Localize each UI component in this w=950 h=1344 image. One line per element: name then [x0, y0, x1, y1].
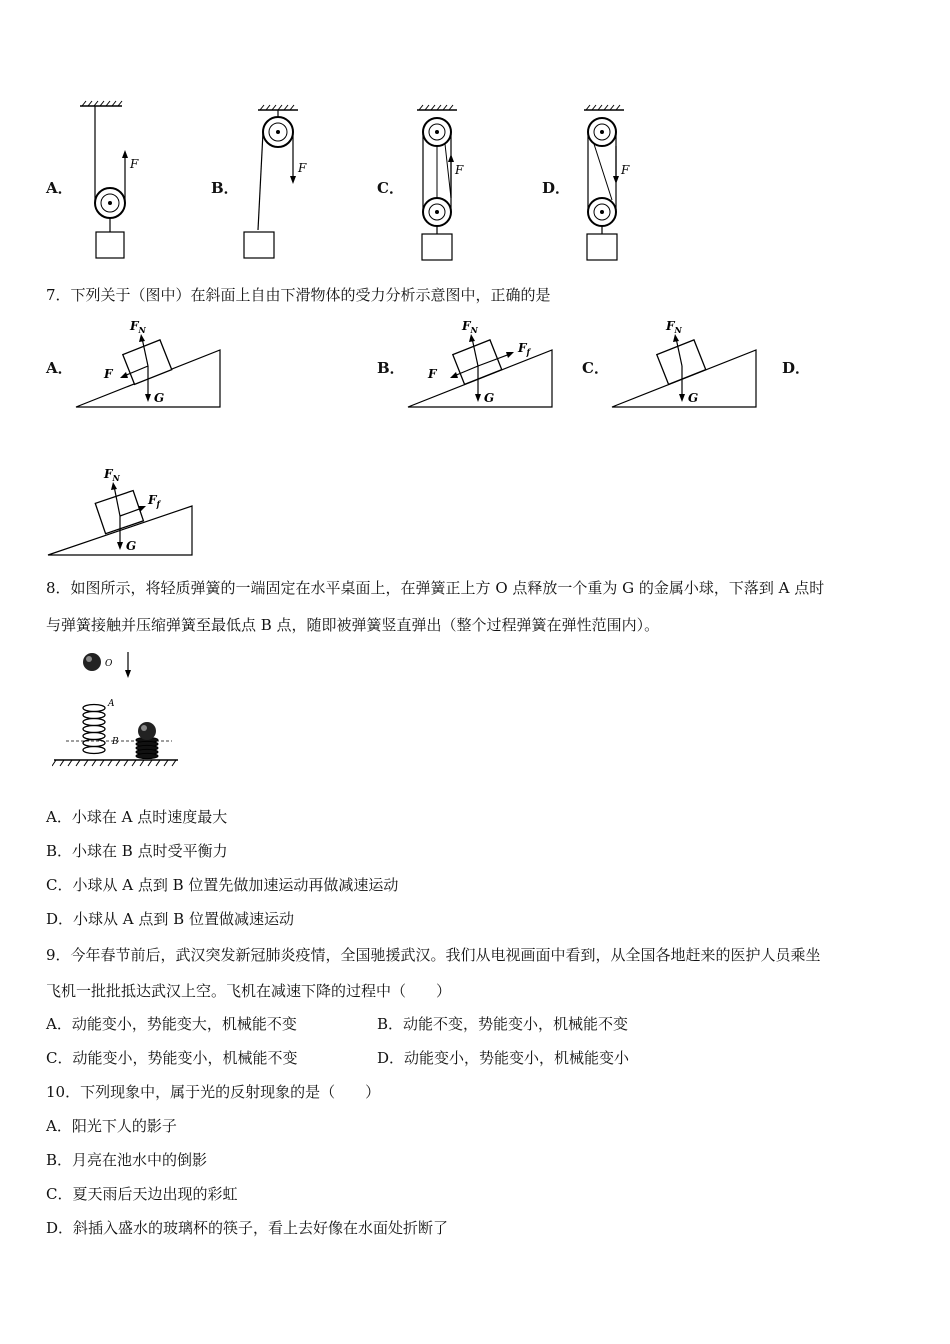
q6-force-label-a: F — [130, 157, 139, 171]
q10-option-d[interactable]: D．斜插入盛水的玻璃杯的筷子，看上去好像在水面处折断了 — [46, 1219, 449, 1237]
q7-d-fn-label: $F_N$ — [104, 467, 120, 483]
q6-weight-block-c — [422, 234, 452, 260]
q7-option-c-label: C． — [582, 359, 609, 377]
q6-option-a-label: A． — [46, 179, 73, 197]
q8-stem-line2: 与弹簧接触并压缩弹簧至最低点 B 点，随即被弹簧竖直弹出（整个过程弹簧在弹性范围内）。 — [46, 616, 660, 634]
q8-option-b[interactable]: B．小球在 B 点时受平衡力 — [46, 842, 228, 860]
q7-b-fn-label: $F_N$ — [462, 319, 478, 335]
q10-option-b[interactable]: B．月亮在池水中的倒影 — [46, 1151, 208, 1169]
q7-stem: 7．下列关于（图中）在斜面上自由下滑物体的受力分析示意图中，正确的是 — [46, 286, 551, 304]
q8-spring-diagram — [52, 648, 182, 772]
q6-pulley-diagram-b — [240, 102, 330, 262]
q8-label-b: B — [112, 737, 119, 747]
q7-incline-diagram-a — [72, 312, 232, 412]
q6-pulley-diagram-a — [70, 98, 160, 263]
q9-stem-line2: 飞机一批批抵达武汉上空。飞机在减速下降的过程中（ ） — [46, 982, 452, 1000]
q6-force-label-b: F — [298, 161, 307, 175]
q9-option-b[interactable]: B．动能不变，势能变小，机械能不变 — [377, 1015, 629, 1033]
q8-option-c[interactable]: C．小球从 A 点到 B 位置先做加速运动再做减速运动 — [46, 876, 399, 894]
q8-option-d[interactable]: D．小球从 A 点到 B 位置做减速运动 — [46, 910, 294, 928]
q10-option-a[interactable]: A．阳光下人的影子 — [46, 1117, 177, 1135]
q6-force-label-c: F — [455, 163, 464, 177]
q7-a-g-label: G — [154, 391, 165, 405]
q7-b-f-label: F — [428, 367, 437, 381]
q8-label-a: A — [108, 699, 115, 709]
q6-weight-block-b — [244, 232, 274, 258]
q7-option-b-label: B． — [377, 359, 405, 377]
q6-pulley-diagram-d — [572, 102, 662, 264]
q10-option-c[interactable]: C．夏天雨后天边出现的彩虹 — [46, 1185, 238, 1203]
q7-d-ff-label: $F_f$ — [148, 493, 160, 509]
q8-ball-at-b — [138, 722, 156, 740]
q9-option-c[interactable]: C．动能变小，势能变小，机械能不变 — [46, 1049, 298, 1067]
q7-option-d-label: D． — [782, 359, 811, 377]
q6-pulley-diagram-c — [405, 102, 495, 264]
q7-c-g-label: G — [688, 391, 699, 405]
q7-incline-diagram-c — [606, 312, 766, 412]
q7-d-g-label: G — [126, 539, 137, 553]
q9-option-d[interactable]: D．动能变小，势能变小，机械能变小 — [377, 1049, 630, 1067]
q6-weight-block-d — [587, 234, 617, 260]
q8-option-a[interactable]: A．小球在 A 点时速度最大 — [46, 808, 228, 826]
q7-b-g-label: G — [484, 391, 495, 405]
q7-incline-diagram-d — [44, 458, 204, 560]
q6-option-b-label: B． — [211, 179, 239, 197]
q9-stem-line1: 9．今年春节前后，武汉突发新冠肺炎疫情，全国驰援武汉。我们从电视画面中看到，从全国各地赶来的医护人员乘坐 — [46, 946, 821, 964]
q7-a-fn-label: $F_N$ — [130, 319, 146, 335]
q6-weight-block-a — [96, 232, 124, 258]
q8-stem-line1: 8．如图所示，将轻质弹簧的一端固定在水平桌面上，在弹簧正上方 O 点释放一个重为 G 的金属小球，下落到 A 点时 — [46, 579, 825, 597]
q7-b-ff-label: $F_f$ — [518, 341, 530, 357]
q6-option-c-label: C． — [377, 179, 404, 197]
q8-label-o: O — [105, 659, 113, 669]
q6-option-d-label: D． — [542, 179, 571, 197]
q6-force-label-d: F — [621, 163, 630, 177]
q9-option-a[interactable]: A．动能变小，势能变大，机械能不变 — [46, 1015, 297, 1033]
q8-ball-at-o — [83, 653, 101, 671]
q7-a-f-label: F — [104, 367, 113, 381]
q7-c-fn-label: $F_N$ — [666, 319, 682, 335]
q7-incline-diagram-b — [402, 312, 562, 412]
q10-stem: 10．下列现象中，属于光的反射现象的是（ ） — [46, 1083, 381, 1101]
q7-option-a-label: A． — [46, 359, 73, 377]
